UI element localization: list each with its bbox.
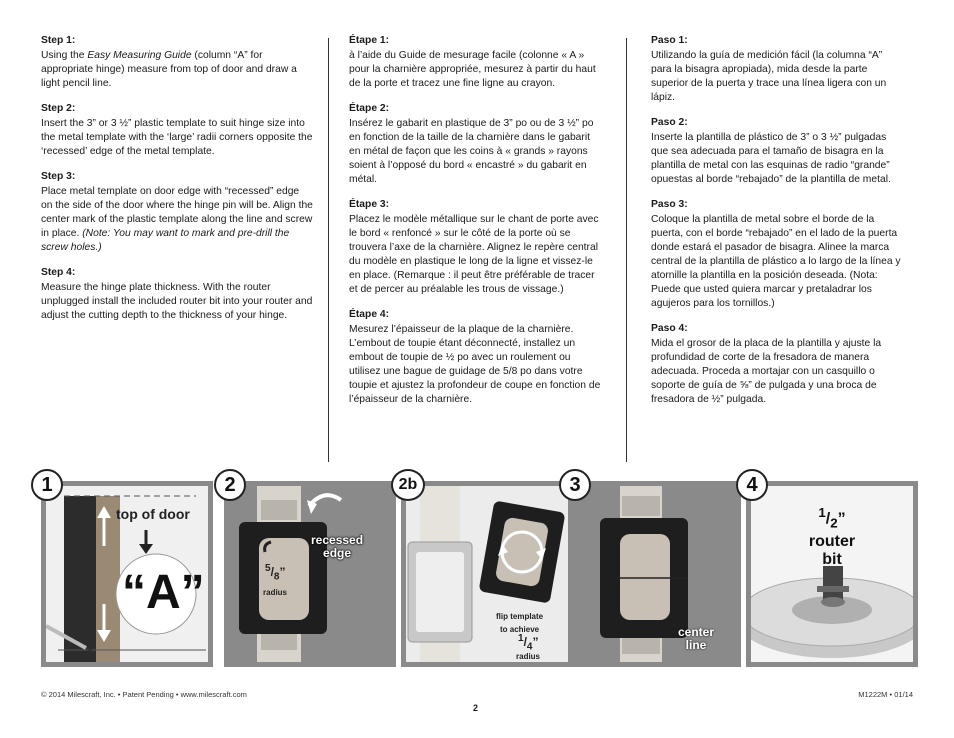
step-text: à l’aide du Guide de mesurage facile (colonne « A » pour la charnière appropriée, mesurez à partir du haut de la porte et tracez une fine ligne au crayon. <box>349 50 596 89</box>
figure-1-panel <box>41 474 213 667</box>
metal-template-illustration <box>229 486 391 662</box>
radius-label: radius <box>516 652 541 661</box>
footer-copyright: © 2014 Milescraft, Inc. • Patent Pending • www.milescraft.com <box>41 690 247 699</box>
step-text: Insert the 3” or 3 ½” plastic template to suit hinge size into the metal template with the ‘large’ radii corners opposite the ‘recessed’ edge of the metal template. <box>41 118 313 157</box>
step-text: Coloque la plantilla de metal sobre el borde de la puerta, con el borde “rebajado” en el lado de la puerta donde estará el pasador de bisagra. Alinee la marca central de la plantilla de plástico a lo largo de la línea y atornille la plantilla en la posición deseada. (Nota: Puede que usted quiera marcar y pretaladrar los agujeros para los tornillos.) <box>651 214 901 309</box>
page-number: 2 <box>473 703 479 713</box>
step-title: Paso 4: <box>651 323 688 334</box>
flip-template-illustration <box>406 486 568 662</box>
english-step-3 <box>41 170 313 255</box>
step-note: (Note: You may want to mark and pre-drill the screw holes.) <box>41 228 290 253</box>
english-column <box>41 34 313 334</box>
figure-4-badge: 4 <box>736 469 768 501</box>
french-column <box>349 34 601 418</box>
figure-2b-photo <box>406 486 568 662</box>
figure-4-photo <box>751 486 913 662</box>
step-text: Mida el grosor de la placa de la plantilla y ajuste la profundidad de corte de la fresadora de manera adecuada. Proceda a mortajar con un casquillo o soporte de guía de ⅝” de pulgada y una broca de fresadora de ½” pulgada. <box>651 338 882 405</box>
step-title: Step 3: <box>41 171 76 182</box>
figure-2-photo <box>229 486 391 662</box>
figure-3-panel <box>569 474 741 667</box>
step-text: Measure the hinge plate thickness. With the router unplugged install the included router bit into your router and adjust the cutting depth to the thickness of your hinge. <box>41 282 313 321</box>
figure-4-panel <box>746 474 918 667</box>
step-title: Step 2: <box>41 103 76 114</box>
column-divider <box>626 38 627 462</box>
flip-template-label: flip template to achieve <box>496 612 544 634</box>
center-line-label: center line <box>678 625 715 652</box>
step-text: Mesurez l’épaisseur de la plaque de la charnière. L’embout de toupie étant déconnecté, installez un embout de toupie de ½ po avec un roulement ou utilisez une bague de guidage de 5/8 po dans votre toupie et ajustez la profondeur de coupe en fonction de l’épaisseur de la charnière. <box>349 324 601 405</box>
figure-3-photo <box>574 486 736 662</box>
step-title: Paso 2: <box>651 117 688 128</box>
english-step-1 <box>41 34 313 91</box>
figure-2-badge: 2 <box>214 469 246 501</box>
step-title: Step 1: <box>41 35 76 46</box>
router-bit-label: $^1/_2$” router bit <box>808 505 856 568</box>
french-step-4 <box>349 308 601 407</box>
spanish-column <box>651 34 903 418</box>
step-title: Paso 1: <box>651 35 688 46</box>
figure-3-badge: 3 <box>559 469 591 501</box>
footer-code: M1222M • 01/14 <box>858 690 913 699</box>
step-text: Place metal template on door edge with “recessed” edge on the side of the door where the hinge pin will be. Align the center mark of the plastic template along the line and screw in place. (Note: You may want to mark and pre-drill the screw holes.) <box>41 186 313 253</box>
figure-1-label: top of door <box>116 506 190 522</box>
column-divider <box>328 38 329 462</box>
french-step-3 <box>349 198 601 297</box>
spanish-step-3 <box>651 198 903 311</box>
step-title: Étape 1: <box>349 35 390 46</box>
radius-fraction: $^1/_4$” <box>518 633 539 653</box>
figure-1-photo <box>46 486 208 662</box>
step-title: Étape 3: <box>349 199 390 210</box>
step-text: Placez le modèle métallique sur le chant de porte avec le bord « renfoncé » sur le côté de la porte où se trouvera l’axe de la charnière. Alignez le repère central du modèle en plastique le long de la ligne et vissez-le en place. (Remarque : il peut être préférable de tracer et de percer au préalable les trous de vissage.) <box>349 214 599 295</box>
spanish-step-2 <box>651 116 903 187</box>
step-text: Utilizando la guía de medición fácil (la columna “A” para la bisagra apropiada), mida desde la parte superior de la puerta y trace una línea ligera con un lápiz. <box>651 50 887 103</box>
step-text: Using the Easy Measuring Guide (column “A” for appropriate hinge) measure from top of door and draw a light pencil line. <box>41 50 297 89</box>
spanish-step-4 <box>651 322 903 407</box>
french-step-1 <box>349 34 601 91</box>
column-a-letter: “A” <box>122 566 205 619</box>
english-step-4 <box>41 266 313 323</box>
english-step-2 <box>41 102 313 159</box>
recessed-edge-label: recessed edge <box>311 533 364 560</box>
figure-2b-panel <box>398 476 573 667</box>
step-text: Inserte la plantilla de plástico de 3” o 3 ½” pulgadas que sea adecuada para el tamaño de bisagra en la plantilla de metal con las esquinas de radio “grande” opuestas al borde “rebajado” de la plantilla de metal. <box>651 132 891 185</box>
figure-1-badge: 1 <box>31 469 63 501</box>
radius-fraction: $^5/_8$” <box>265 563 286 583</box>
step-title: Étape 4: <box>349 309 390 320</box>
step-title: Paso 3: <box>651 199 688 210</box>
radius-label: radius <box>263 588 288 597</box>
step-title: Étape 2: <box>349 103 390 114</box>
figure-2b-badge: 2b <box>391 469 425 501</box>
figure-2-panel <box>224 474 396 667</box>
spanish-step-1 <box>651 34 903 105</box>
step-title: Step 4: <box>41 267 76 278</box>
step-text: Insérez le gabarit en plastique de 3” po ou de 3 ½” po en fonction de la taille de la charnière dans le gabarit en métal de façon que les coins à « grands » rayons soient à l’opposé du bord « encastré » du gabarit en métal. <box>349 118 594 185</box>
french-step-2 <box>349 102 601 187</box>
